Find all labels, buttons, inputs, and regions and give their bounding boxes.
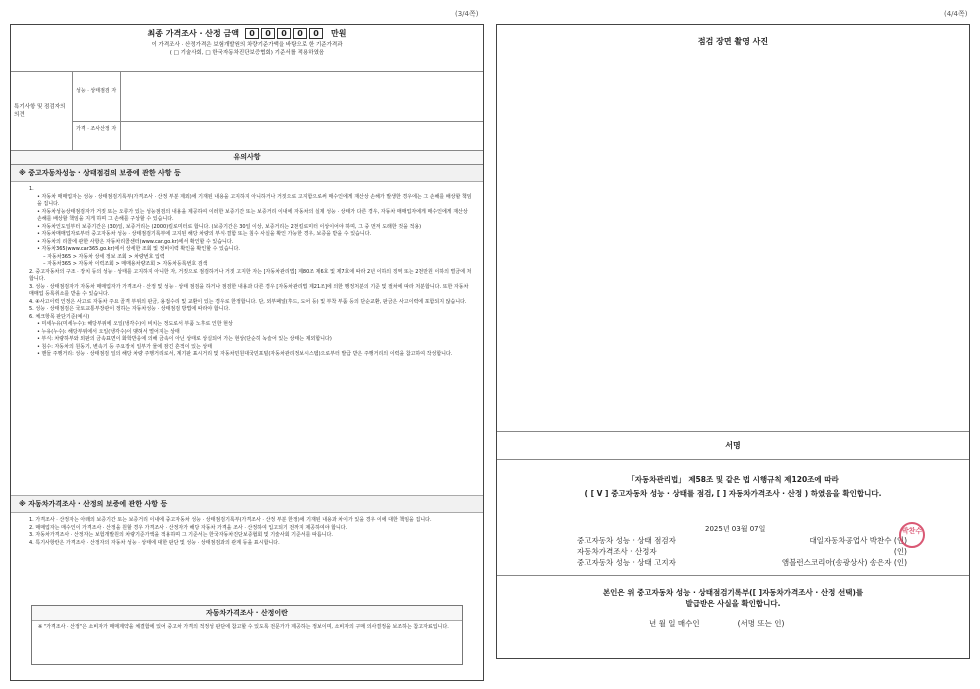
signature-block	[497, 474, 969, 672]
page-4	[496, 24, 970, 659]
list-item: 1.	[29, 186, 34, 192]
buyer-confirm-line2: 발급받은 사실을 확인합니다.	[685, 599, 781, 608]
signer-name: 대일자동차공업사 박찬수 (인)	[809, 536, 907, 545]
list-item: • 미세누유(미세누수): 해당부위에 오일(냉각수)이 비치는 정도로서 부품 노후로 인한 현상	[37, 321, 233, 327]
page-3	[10, 24, 484, 681]
signer-row	[577, 557, 907, 568]
appraiser-opinion-field[interactable]	[121, 122, 483, 150]
signer-role: 중고자동차 성능 · 상태 점검자	[577, 536, 676, 545]
signer-role: 중고자동차 성능 · 상태 고지자	[577, 558, 676, 567]
list-item: 2. 매매업자는 매수인이 가격조사 · 산정을 원할 경우 가격조사 · 산정자가 해당 자동차 가격을 조사 · 산정하여 입고되기 전까지 제공하여야 합니다.	[29, 524, 348, 531]
section2-list	[11, 513, 483, 605]
appraisal-box-title: 자동차가격조사 · 산정이란	[32, 606, 462, 621]
special-notes-block	[11, 72, 483, 151]
inspector-opinion-field[interactable]	[121, 72, 483, 121]
page-number-right: (4/4쪽)	[944, 10, 968, 18]
photo-title: 점검 장면 촬영 사진	[697, 37, 769, 46]
list-item: 6. 체크항목 판단기준(예시)	[29, 313, 90, 320]
list-item: • 자동차의 리콜에 관한 사항은 자동차리콜센터(www.car.go.kr)에서 확인할 수 있습니다.	[37, 238, 234, 245]
list-item: 4. ④사고이력 인정은 사고로 자동차 주요 골격 부위의 판금, 용접수리 및 교환이 있는 경우로 한정합니다. 단, 외부패널(후드, 도어 등) 및 부착 부품 등의 단순교환, 판금은 사고이력에 포함되지 않습니다.	[29, 298, 467, 305]
signer-name: 앰블런스코리아(송광상사) 송은자 (인)	[781, 558, 907, 567]
inspector-opinion-label: 성능 · 상태점검 자	[73, 72, 121, 121]
list-item: • 자동차매매업자로부터 중고자동차 성능 · 상태점검기록부에 고지된 해당 차량의 부식·결함 또는 침수 사실을 확인 가능한 경우, 보증을 받을 수 있습니다.	[37, 231, 372, 237]
list-item: • 자동차 매매업자는 성능 · 상태점검기록부(가격조사 · 산정 부분 제외)에 기재된 내용을 고지하지 아니하거나 거짓으로 고지함으로써 매수인에게 재산상 손해가 발생한 경우에는 그 손해를 배상할 책임을 집니다.	[37, 193, 472, 207]
buyer-sign-hint[interactable]: (서명 또는 인)	[737, 619, 785, 628]
appraiser-opinion-label: 가격 · 조사산정 자	[73, 122, 121, 150]
list-item: • 핸들 주행거리: 성능 · 상태점검 일의 해당 차량 주행거리로서, 계기판 표시거리 및 자동차민원대국민포털(자동차관리정보시스템)으로부터 발급 받은 주행거리의 이력을 참고하여 작성합니다.	[37, 351, 453, 357]
price-digit: 0	[277, 28, 291, 39]
price-digit: 0	[245, 28, 259, 39]
buyer-sign-label: 년 월 일 매수인	[649, 619, 700, 628]
price-digit: 0	[309, 28, 323, 39]
price-digit: 0	[293, 28, 307, 39]
final-price-label: 최종 가격조사 · 산정 금액	[147, 29, 239, 38]
list-item: • 누유(누수): 해당부위에서 오일(냉각수)이 맺혀서 떨어지는 상태	[37, 328, 180, 335]
list-item: 3. 성능 · 상태점검자가 자동차 매매업자가 가격조사 · 산정 및 성능 · 상태 점검을 하거나 점검한 내용과 다른 경우 [자동차관리법 제21조]에 의한 행정처분의 기준 및 절차에 따라 처분합니다. 또한 자동차매매업 등록취소를 받을 수 있습니다.	[29, 283, 469, 297]
list-item: • 부식: 차량하부와 외판의 금속표면이 화학반응에 의해 금속이 아닌 상태로 상실되어 가는 현상(단순히 녹슬어 있는 상태는 제외합니다)	[37, 336, 332, 342]
signer-rows	[577, 535, 907, 568]
section1-title: ※ 중고자동차성능 · 상태점검의 보증에 관한 사항 등	[11, 165, 483, 182]
list-item: – 자동차365 > 자동차 상세 정보 조회 > 차량번호 입력	[43, 253, 165, 260]
list-item: • 자동차인도일부터 보증기간은 (30)일, 보증거리는 (2000)킬로미터로 합니다. (보증기간은 30일 이상, 보증거리는 2천킬로미터 이상이어야 하며, 그 중 먼저 도래한 것을 적용)	[37, 223, 422, 230]
list-item: 3. 자동차가격조사 · 산정자는 보험개발원의 차량기준가액을 적용하며 그 기준서는 한국자동차진단보증협회 및 기술사회 기준서를 따릅니다.	[29, 532, 333, 538]
price-options: ( □ 기술사회, □ 한국자동차진단보증협회) 기준서를 적용하였음	[169, 50, 325, 56]
list-item: • 자동차365(www.car365.go.kr)에서 상세한 조회 및 정비이력 확인을 확인할 수 있습니다.	[37, 246, 240, 252]
special-notes-title: 특기사항 및 점검자의 의견	[11, 72, 73, 150]
list-item: – 자동차365 > 자동차 이력조회 > 매매용차량조회 > 자동차등록번호 검색	[43, 261, 208, 267]
page-number-left: (3/4쪽)	[455, 10, 479, 18]
section2-title: ※ 자동차가격조사 · 산정의 보증에 관한 사항 등	[11, 495, 483, 513]
signer-name: (인)	[893, 547, 907, 556]
appraisal-box-text: ※ "가격조사 · 산정"은 소비자가 매매계약을 체결함에 있어 중고차 가격의 적정성 판단에 참고할 수 있도록 전문가가 제공하는 정보이며, 소비자의 구매 의사결정을 보조하는 참고자료입니다.	[38, 624, 449, 630]
buyer-sign-row	[649, 618, 784, 629]
notice-title: 유의사항	[11, 151, 483, 165]
appraisal-info-box	[31, 605, 463, 665]
price-digits	[245, 28, 325, 39]
price-note: 이 가격조사 · 산정가격은 보험개발원의 차량기준가액을 바탕으로 한 기준가격과	[151, 42, 343, 48]
price-digit: 0	[261, 28, 275, 39]
list-item: 2. 중고자동차의 구조 · 장치 등의 성능 · 상태를 고지하지 아니한 자, 거짓으로 점검하거나 거짓 고지한 자는 [자동차관리법] 제80조 제6호 및 제7호에 따라 2년 이하의 징역 또는 2천만원 이하의 벌금에 처합니다.	[29, 268, 472, 282]
list-item: 4. 특기사항란은 가격조사 · 산정자의 자동차 성능 · 상태에 대한 판단 및 성능 · 상태점검과의 관계 등을 표시합니다.	[29, 539, 280, 546]
section1-list	[11, 182, 483, 495]
signature-confirm-line: ( [ V ] 중고자동차 성능 · 상태를 점검, [ ] 자동차가격조사 · 산정 ) 하였음을 확인합니다.	[584, 489, 882, 498]
signature-title: 서명	[497, 432, 969, 460]
final-price-block	[11, 25, 483, 72]
signature-law-line: 「자동차관리법」 제58조 및 같은 법 시행규칙 제120조에 따라	[627, 475, 839, 484]
seal-stamp-icon: 박찬수	[899, 522, 925, 548]
list-item: • 침수: 자동차의 원동기, 변속기 등 주요장치 일부가 물에 잠긴 흔적이 있는 상태	[37, 343, 213, 350]
signer-row	[577, 546, 907, 557]
list-item: 1. 가격조사 · 산정자는 아래의 보증기간 또는 보증거리 이내에 중고자동차 성능 · 상태점검기록부(가격조사 · 산정 부분 한정)에 기재된 내용과 차이가 있을 경우 이에 대한 책임을 집니다.	[29, 517, 432, 523]
list-item: 5. 성능 · 상태점검은 국토교통부장관이 정하는 자동차성능 · 상태점검 방법에 따라야 합니다.	[29, 306, 230, 312]
signature-date: 2025년 03월 07일	[705, 525, 766, 533]
photo-area	[497, 25, 969, 432]
buyer-confirm-line: 본인은 위 중고자동차 성능 · 상태점검기록부([ ]자동차가격조사 · 산정 선택)를	[602, 588, 864, 597]
price-unit: 만원	[331, 29, 347, 38]
signer-role: 자동차가격조사 · 산정자	[577, 547, 657, 556]
list-item: • 자동차성능상태점검자가 거짓 또는 오류가 있는 성능점검의 내용을 제공하여 이러한 보증기간 또는 보증거리 이내에 자동차의 실제 성능 · 상태가 다른 경우, 자동차 매매업자에게 매수인에게 재산상 손해를 배상할 책임을 지게 하며 그 손해를 구상할 수 있습니다.	[37, 208, 468, 222]
signer-row	[577, 535, 907, 546]
